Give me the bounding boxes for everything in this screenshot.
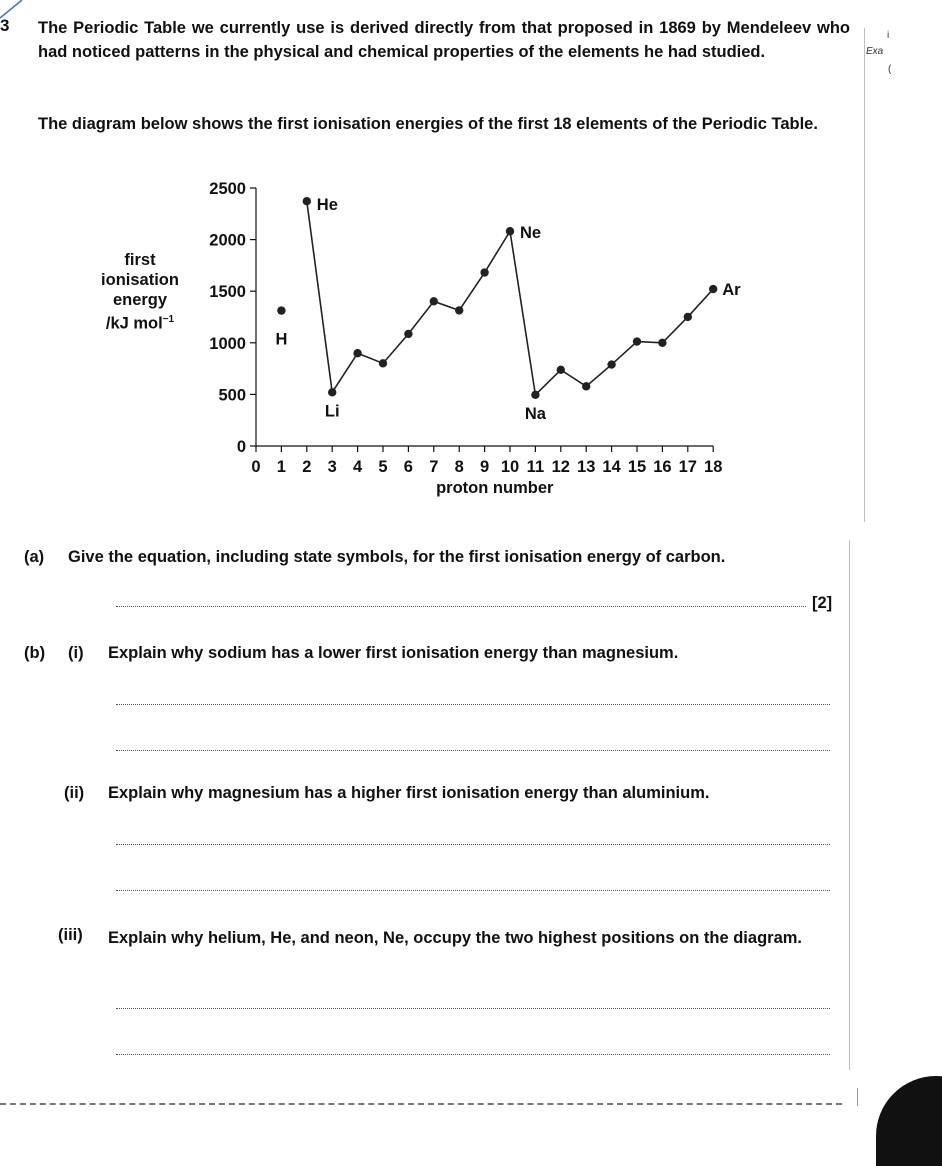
ionisation-energy-chart [0, 0, 942, 520]
data-point [658, 339, 666, 347]
point-label: He [316, 196, 338, 215]
part-b-iii-label: (iii) [58, 926, 83, 944]
page-corner-shape [876, 1076, 942, 1166]
y-tick-label: 2000 [209, 231, 246, 250]
y-tick-label: 1500 [209, 283, 246, 302]
x-tick-label: 11 [526, 458, 545, 476]
y-tick-label: 500 [218, 386, 246, 405]
margin-mark: i [887, 30, 890, 41]
x-tick-label: 17 [678, 458, 697, 476]
data-point [480, 268, 488, 276]
x-tick-label: 12 [551, 458, 570, 476]
x-tick-label: 7 [429, 458, 439, 476]
diagram-intro: The diagram below shows the first ionisation energies of the first 18 elements of the Periodic Table. [38, 115, 818, 133]
data-point [506, 227, 514, 235]
x-tick-label: 3 [327, 458, 337, 476]
data-point [430, 297, 438, 305]
part-a-question: Give the equation, including state symbols, for the first ionisation energy of carbon. [68, 548, 726, 566]
data-point [607, 360, 615, 368]
part-b-i-question: Explain why sodium has a lower first ionisation energy than magnesium. [108, 644, 679, 662]
y-label-line: first [124, 251, 156, 269]
x-tick-label: 15 [627, 458, 647, 476]
y-label-line: ionisation [101, 271, 179, 289]
part-b-iii-question: Explain why helium, He, and neon, Ne, occupy the two highest positions on the diagram. [108, 929, 802, 947]
y-label-line: energy [112, 291, 168, 309]
margin-note: Exa [866, 46, 884, 57]
data-point [353, 349, 361, 357]
answer-line[interactable] [116, 704, 830, 705]
margin-rule-bottom-edge [857, 1088, 858, 1106]
point-label: Na [524, 404, 546, 423]
x-tick-label: 1 [276, 458, 286, 476]
point-label: H [275, 330, 288, 349]
data-point [277, 306, 285, 314]
data-point [404, 330, 412, 338]
data-point [557, 366, 565, 374]
data-point [633, 337, 641, 345]
margin-mark: ( [888, 64, 892, 75]
x-tick-label: 9 [480, 458, 490, 476]
point-label: Ar [722, 281, 741, 300]
x-tick-label: 4 [353, 458, 363, 476]
x-tick-label: 5 [378, 458, 388, 476]
x-tick-label: 18 [704, 458, 723, 476]
part-a-marks: [2] [812, 594, 833, 612]
part-b-i-label: (i) [68, 644, 84, 662]
y-tick-label: 2500 [209, 180, 246, 198]
x-tick-label: 16 [653, 458, 672, 476]
point-label: Li [324, 402, 340, 421]
x-tick-label: 2 [302, 458, 312, 476]
part-b-ii-question: Explain why magnesium has a higher first ionisation energy than aluminium. [108, 784, 710, 802]
answer-line[interactable] [116, 1054, 830, 1055]
x-tick-label: 8 [454, 458, 464, 476]
x-tick-label: 6 [403, 458, 413, 476]
data-point [303, 197, 311, 205]
x-axis-label: proton number [436, 479, 554, 497]
data-point [684, 313, 692, 321]
next-question-cutoff [0, 1103, 842, 1105]
margin-rule-bottom [849, 540, 850, 1070]
data-point [709, 285, 717, 293]
data-point [582, 382, 590, 390]
answer-line[interactable] [116, 890, 830, 891]
x-tick-label: 13 [577, 458, 596, 476]
question-number: 3 [0, 16, 10, 35]
answer-line[interactable] [116, 1008, 830, 1009]
y-tick-label: 0 [236, 438, 246, 456]
x-tick-label: 10 [500, 458, 520, 476]
answer-line[interactable] [116, 750, 830, 751]
y-tick-label: 1000 [209, 334, 246, 353]
question-intro: The Periodic Table we currently use is derived directly from that proposed in 1869 by Mendeleev who had noticed patterns in the physical and chemical properties of the elements he had studied. [38, 19, 850, 61]
y-label-line: /kJ mol$^{-1}$ [105, 314, 175, 333]
part-b-ii-label: (ii) [64, 784, 85, 802]
answer-line[interactable] [116, 844, 830, 845]
y-label-superscript: −1 [162, 314, 175, 325]
part-b-label: (b) [24, 644, 46, 662]
point-label: Ne [520, 224, 542, 243]
part-a-label: (a) [24, 548, 45, 566]
data-point [455, 306, 463, 314]
x-tick-label: 0 [251, 458, 261, 476]
answer-line[interactable] [116, 606, 806, 607]
data-point [379, 359, 387, 367]
data-point [328, 388, 336, 396]
data-point [531, 391, 539, 399]
x-tick-label: 14 [602, 458, 621, 476]
